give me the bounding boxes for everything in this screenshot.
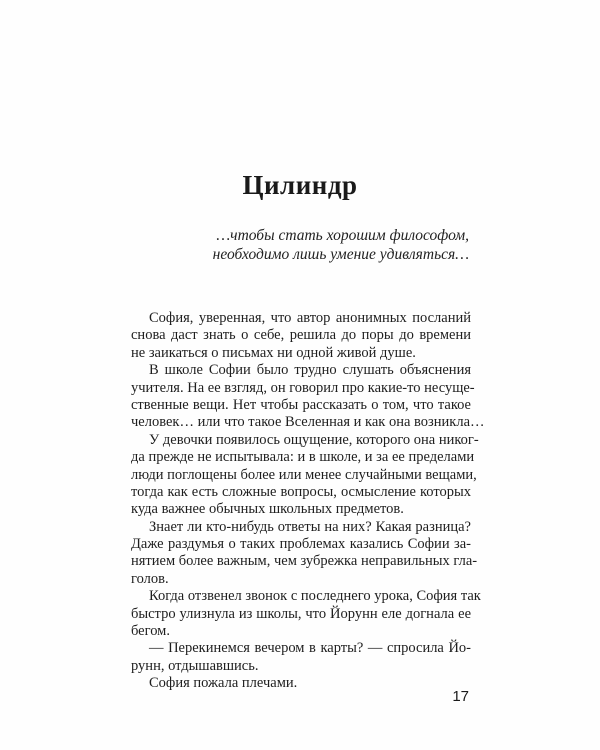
text-line: голов. xyxy=(131,570,169,587)
text-line: Знает ли кто-нибудь ответы на них? Какая разница? xyxy=(149,518,471,535)
text-line: не заикаться о письмах ни одной живой душе. xyxy=(131,344,416,361)
chapter-title: Цилиндр xyxy=(242,170,358,200)
epigraph-line: необходимо лишь умение удивляться… xyxy=(212,246,469,263)
text-line: София, уверенная, что автор анонимных посланий xyxy=(149,310,471,326)
text-line: учителя. На ее взгляд, он говорил про какие-то несуще- xyxy=(131,379,475,396)
text-line: тогда как есть сложные вопросы, осмысление которых xyxy=(131,483,471,500)
text-line: В школе Софии было трудно слушать объяснения xyxy=(149,362,471,379)
text-line: бегом. xyxy=(131,623,170,640)
page-number: 17 xyxy=(452,688,469,705)
text-line: — Перекинемся вечером в карты? — спросила Йо- xyxy=(149,640,471,657)
text-line: У девочки появилось ощущение, которого она никог- xyxy=(149,431,479,448)
body-text xyxy=(131,310,485,693)
text-line: да прежде не испытывала: и в школе, и за ее пределами xyxy=(131,449,475,466)
text-line: нятием более важным, чем зубрежка неправильных гла- xyxy=(131,553,478,570)
text-line: люди поглощены более или менее случайными вещами, xyxy=(131,466,477,483)
text-line: снова даст знать о себе, решила до поры до времени xyxy=(131,327,471,344)
text-line: рунн, отдышавшись. xyxy=(131,657,259,674)
text-line: Даже раздумья о таких проблемах казались Софии за- xyxy=(131,536,471,553)
text-line: София пожала плечами. xyxy=(149,675,298,692)
epigraph xyxy=(213,226,469,264)
text-line: ственные вещи. Нет чтобы рассказать о том, что такое xyxy=(131,396,471,413)
text-line: куда важнее обычных школьных предметов. xyxy=(131,501,404,518)
epigraph-line: …чтобы стать хорошим философом, xyxy=(216,227,469,244)
text-line: человек… или что такое Вселенная и как она возникла… xyxy=(131,414,485,431)
text-line: Когда отзвенел звонок с последнего урока, София так xyxy=(149,588,481,605)
text-line: быстро улизнула из школы, что Йорунн еле догнала ее xyxy=(131,605,471,622)
